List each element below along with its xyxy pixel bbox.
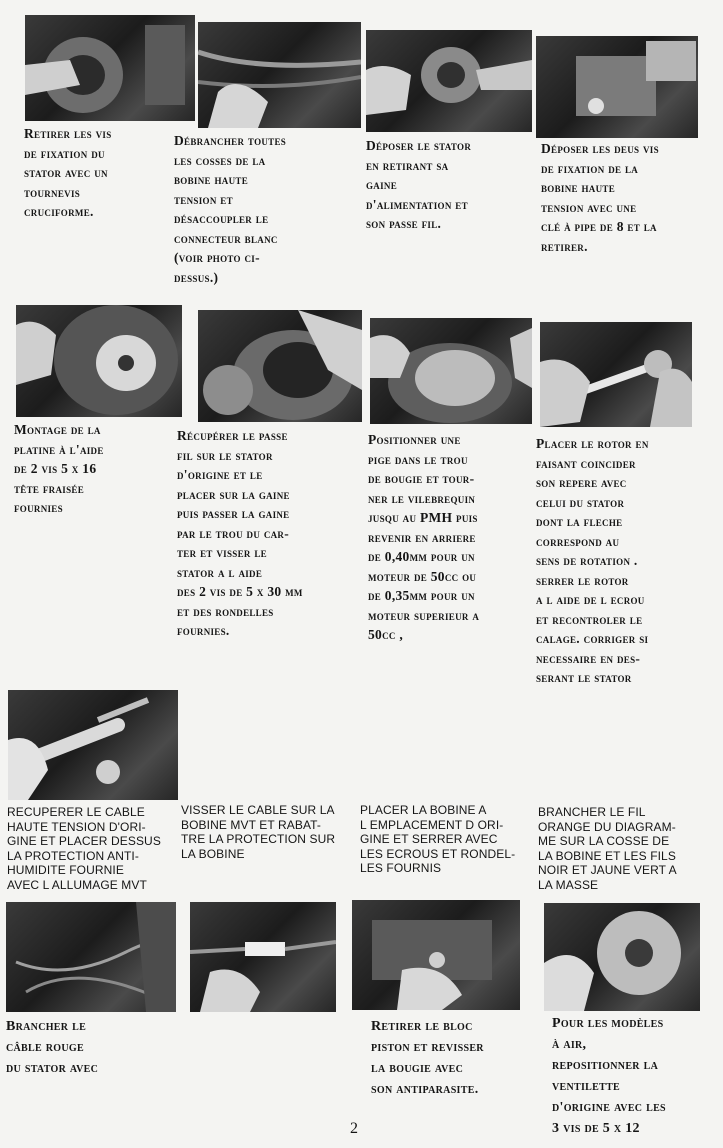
photo-mount-plate: [16, 305, 182, 417]
photo-place-rotor: [540, 322, 692, 427]
photo-red-cable: [6, 902, 176, 1012]
page-number: 2: [350, 1120, 358, 1137]
photo-remove-stator: [366, 30, 532, 132]
caption-step-13: Brancher le câble rouge du stator avec: [6, 1019, 99, 1076]
photo-fit-stator: [198, 310, 362, 422]
caption-step-10: VISSER LE CABLE SUR LA BOBINE MVT ET RABAT- TRE LA PROTECTION SUR LA BOBINE: [181, 803, 336, 861]
photo-hv-cable: [8, 690, 178, 800]
caption-step-6: Récupérer le passe fil sur le stator d'origine et le placer sur la gaine puis passer la gaine par le trou du car- ter et visser le stator a l aide des 2 vis de 5 x 30 mm et des rondelles fournies.: [177, 428, 303, 638]
caption-step-12: BRANCHER LE FIL ORANGE DU DIAGRAM- ME SUR LA COSSE DE LA BOBINE ET LES FILS NOIR ET JAUNE VERT A LA MASSE: [538, 805, 677, 892]
caption-step-5: Montage de la platine à l'aide de 2 vis 5 x 16 tête fraisée fournies: [14, 422, 104, 515]
caption-step-1: Retirer les vis de fixation du stator avec un tournevis cruciforme.: [24, 126, 112, 219]
photo-connector: [190, 902, 336, 1012]
photo-hv-coil-wires: [198, 22, 361, 128]
caption-step-3: Déposer le stator en retirant sa gaine d'alimentation et son passe fil.: [366, 138, 472, 231]
photo-stator-screws: [25, 15, 195, 121]
photo-fan: [544, 903, 700, 1011]
caption-step-16: Pour les modèles à air, repositionner la ventilette d'origine avec les 3 vis de 5 x 12: [552, 1016, 666, 1136]
photo-coil-screws: [536, 36, 698, 138]
caption-step-9: RECUPERER LE CABLE HAUTE TENSION D'ORI- GINE ET PLACER DESSUS LA PROTECTION ANTI- HUMIDITE FOURNIE AVEC L ALLUMAGE MVT: [7, 805, 161, 892]
caption-step-15: Retirer le bloc piston et revisser la bougie avec son antiparasite.: [371, 1019, 484, 1097]
caption-step-7: Positionner une pige dans le trou de bougie et tour- ner le vilebrequin jusqu au PMH puis revenir en arriere de 0,40mm pour un moteur de 50cc ou de 0,35mm pour un moteur superieur a 50cc ,: [368, 432, 480, 642]
caption-step-8: Placer le rotor en faisant coincider son repere avec celui du stator dont la fleche correspond au sens de rotation . serrer le rotor a l aide de l ecrou et recontroler le calage. corriger si necessaire en des- serant le stator: [536, 436, 649, 685]
caption-step-2: Débrancher toutes les cosses de la bobine haute tension et désaccoupler le connecteur blanc (voir photo ci- dessus.): [174, 133, 287, 285]
photo-piston-gauge: [370, 318, 532, 424]
photo-spark-plug: [352, 900, 520, 1010]
caption-step-11: PLACER LA BOBINE A L EMPLACEMENT D ORI- GINE ET SERRER AVEC LES ECROUS ET RONDEL- LES FOURNIS: [360, 803, 516, 876]
caption-step-4: Déposer les deus vis de fixation de la bobine haute tension avec une clé à pipe de 8 et la retirer.: [541, 141, 659, 254]
